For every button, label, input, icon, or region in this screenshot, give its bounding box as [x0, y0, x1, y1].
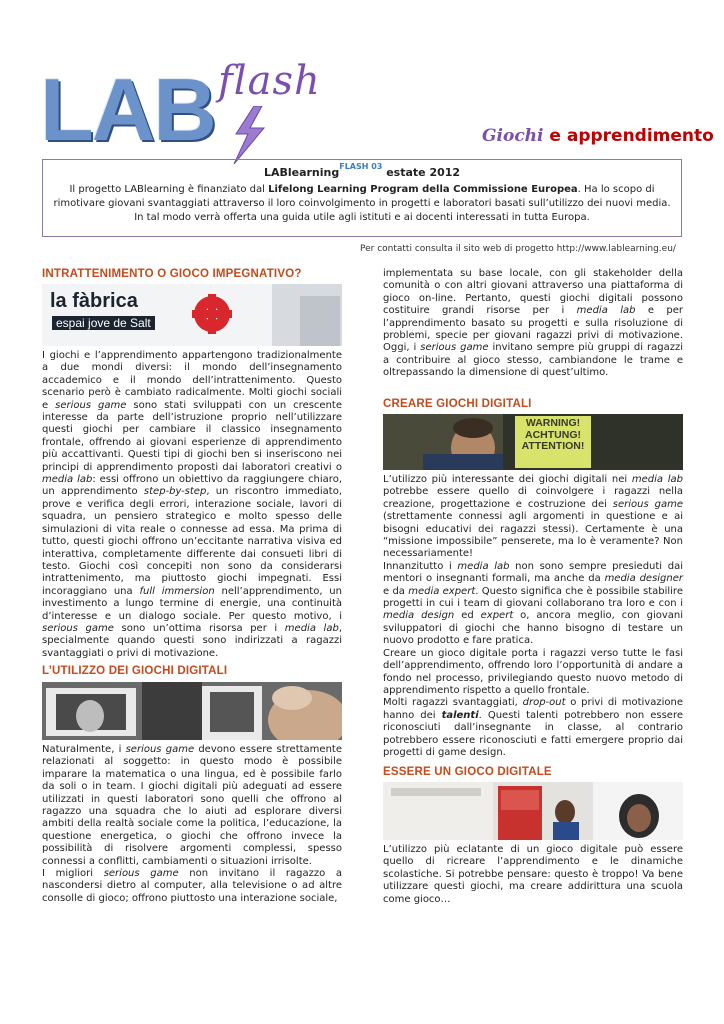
section-essere-text: L’utilizzo più eclatante di un gioco digitale può essere quello di ricreare l’apprendimento e le dinamiche scolastiche. Si potrebbe pensare: questo è troppo! Va bene utilizzare questi giochi, ma creare addirittura una scuola come gioco… — [383, 844, 683, 905]
warning-sign-text: WARNING! ACHTUNG! ATTENTION! — [521, 417, 585, 452]
section-heading-utilizzo: L’UTILIZZO DEI GIOCHI DIGITALI — [42, 665, 228, 677]
page-title: Giochi e apprendimento — [482, 126, 714, 146]
photo-sign-line2: espai jove de Salt — [52, 316, 155, 330]
section-creare-text: L’utilizzo più interessante dei giochi digitali nei media lab potrebbe essere quello di coinvolgere i ragazzi nella creazione, progettazione e costruzione dei serious game (strettamente connessi agli argomenti in questione e ai bisogni educativi dei ragazzi stessi). Certamente è una “missione impossibile” penserete, ma lo è veramente? Non necessariamente! Innanzitutto i media lab non sono sempre presieduti dai mentori o insegnanti formali, ma anche da media designer e da media expert. Questo significa che è possibile stabilire progetti in cui i team di giovani collaborano tra loro e con i media design ed expert o, ancora meglio, con giovani sviluppatori di giochi che hanno bisogno di testare un nuovo prodotto e fare pratica. Creare un gioco digitale porta i ragazzi verso tutte le fasi dell’apprendimento, offrendo loro l’opportunità di andare a fondo nel processo, privilegiando questo nuovo metodo di apprendimento rispetto a quello frontale. Molti ragazzi svantaggiati, drop-out o privi di motivazione hanno dei talenti. Questi talenti potrebbero non essere riconosciuti dall’insegnante in classe, al contrario potrebbero essere riconosciuti e fatti emergere proprio dai progetti di game design. — [383, 474, 684, 758]
photo-essere — [383, 782, 683, 840]
section-heading-creare: CREARE GIOCHI DIGITALI — [383, 398, 532, 410]
logo-flash-text: flash — [218, 58, 321, 104]
logo-lab-text: LAB — [40, 60, 215, 159]
photo-la-fabrica — [42, 284, 342, 346]
edition-line: LABlearning$^{FLASH 03}$ estate 2012 — [263, 162, 461, 179]
photo-warning — [383, 414, 683, 470]
section-heading-essere: ESSERE UN GIOCO DIGITALE — [383, 766, 552, 778]
section-utilizzo-text: Naturalmente, i serious game devono essere strettamente relazionati al soggetto: in questo modo è possibile imparare la matematica o una lingua, ed è possibile farlo da soli o in team. I giochi digitali più adeguati ad essere utilizzati in questi laboratori sono quelli che offrono al ragazzo una squadra che lo aiuti ad esplorare diversi ambiti della realtà sociale come la politica, l’educazione, la questione energetica, o giochi che offrono invece la possibilità di risolvere argomenti complessi, spesso connessi a conflitti, cambiamenti o situazioni irrisolte. I migliori serious game non invitano il ragazzo a nascondersi dietro al computer, alla televisione o ad altre consolle di gioco; offrono piuttosto una interazione sociale, — [42, 744, 342, 904]
photo-sign-line1: la fàbrica — [50, 290, 138, 312]
section-intrattenimento-text: I giochi e l’apprendimento appartengono tradizionalmente a due mondi diversi: il mondo dell’insegnamento accademico e il mondo dell’intrattenimento. Questo scenario però è cambiato radicalmente. Molti giochi sociali e serious game sono stati sviluppati con un crescente interesse da parte dell’istruzione proprio nell’utilizzare questi giochi per cambiare il classico insegnamento frontale, offrendo ai giovani esperienze di apprendimento più accattivanti. Questi tipi di giochi ben si inseriscono nei principi di apprendimento proposti dai laboratori creativi o media lab: essi offrono un obiettivo da raggiungere chiaro, un apprendimento step-by-step, un riscontro immediato, prove e verifica degli errori, interazione sociale, lavori di squadra, un pensiero strategico e molto spesso delle simulazioni di vita reale o connesse ad essa. Ma prima di tutto, questi giochi offrono un’eccitante narrativa visiva ed interattiva, completamente differente dai consueti libri di testo. Giochi così concepiti non sono da considerarsi intrattenimento, ma piuttosto giochi impegnati. Essi incoraggiano una full immersion nell’apprendimento, un investimento a lungo termine di energie, una continuità d’interesse e un dialogo sociale. Per questo motivo, i serious game sono un’ottima risorsa per i media lab, specialmente quando questi sono indirizzati a ragazzi svantaggiati o privi di motivazione. — [42, 350, 342, 659]
info-box — [42, 159, 682, 237]
section-intrattenimento-continued: implementata su base locale, con gli stakeholder della comunità o con altri giovani attraverso una piattaforma di gioco on-line. Pertanto, questi giochi digitali possono costituire grandi risorse per i media lab e per l’apprendimento basato su progetti e sulla risoluzione di problemi, specie per giovani ragazzi privi di motivazione. Oggi, i serious game invitano sempre più gruppi di ragazzi a contribuire al gioco stesso, cambiandone le trame e oltrepassando la dimensione di quest’ultimo. — [383, 268, 683, 379]
photo-utilizzo — [42, 682, 342, 740]
lab-flash-logo — [40, 58, 340, 168]
lightning-bolt-icon — [228, 106, 270, 164]
project-description: Il progetto LABlearning è finanziato dal Lifelong Learning Program della Commissione Europea. Ha lo scopo di rimotivare giovani svantaggiati attraverso il loro coinvolgimento in progetti e laboratori basati sull’utilizzo dei nuovi media. In tal modo verrà offerta una guida utile agli istituti e ai docenti interessati in tutta Europa. — [53, 184, 671, 223]
contact-line: Per contatti consulta il sito web di progetto http://www.lablearning.eu/ — [360, 244, 676, 254]
section-heading-intrattenimento: INTRATTENIMENTO O GIOCO IMPEGNATIVO? — [42, 268, 302, 280]
